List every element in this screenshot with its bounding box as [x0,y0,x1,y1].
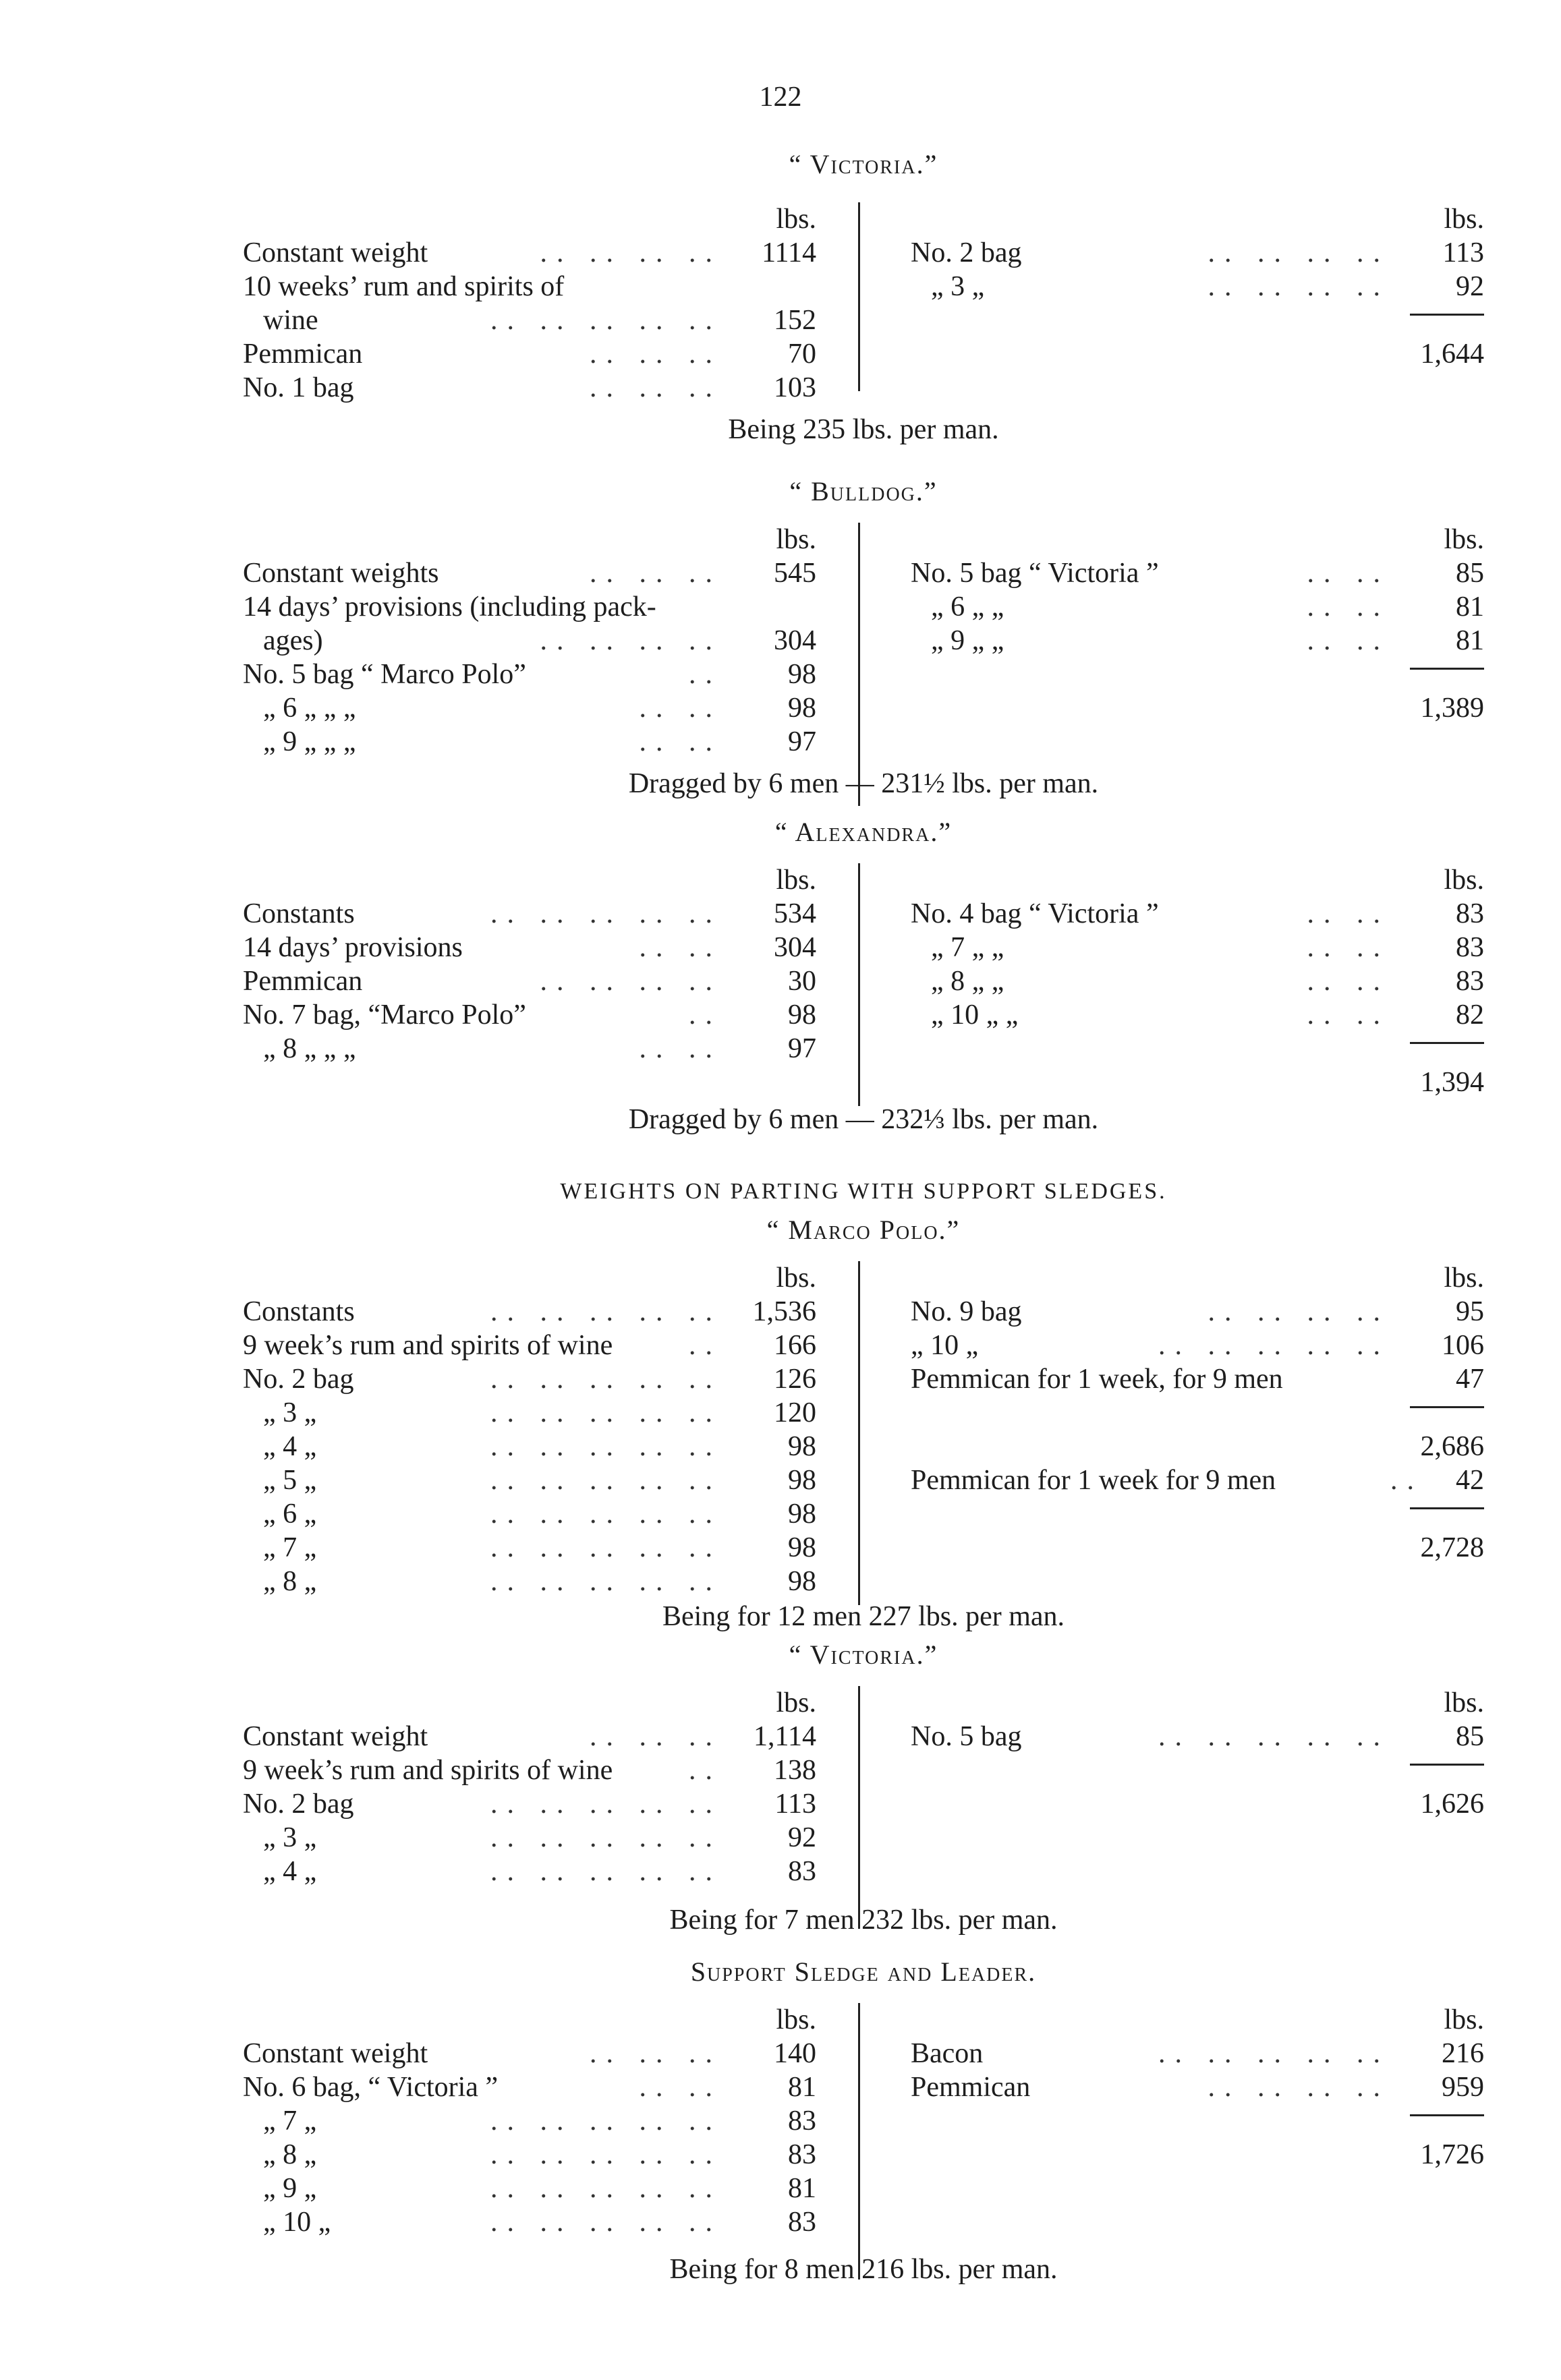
item-weight: 97 [788,726,816,757]
table-row [243,1295,816,1329]
table-row [243,556,816,590]
item-weight: 92 [1456,271,1484,302]
table-row [911,931,1484,964]
item-weight: 42 [1456,1465,1484,1496]
table-row [911,1329,1484,1362]
leader-dots: .. .. .. .. .. [490,1532,722,1563]
item-weight: 98 [788,999,816,1031]
table-row [911,1463,1484,1497]
table-row [243,1430,816,1463]
table-row [911,270,1484,303]
leader-dots: .. .. [1307,966,1390,997]
leader-dots: .. .. .. .. .. [490,1789,722,1820]
item-label: 9 week’s rum and spirits of wine [243,1330,613,1361]
column-divider [858,2003,860,2280]
table-row [243,1497,816,1531]
unit-label: lbs. [1444,2004,1484,2035]
table-row [911,2070,1484,2104]
table-row [243,691,816,725]
item-label: Pemmican for 1 week, for 9 men [911,1364,1283,1395]
item-weight: 1,389 [1420,693,1484,724]
leader-dots: .. .. [639,1033,722,1064]
table-row [911,556,1484,590]
item-label: „ 7 „ „ [931,932,1004,963]
table-row [243,371,816,405]
item-weight: 2,686 [1420,1431,1484,1462]
sum-rule [1410,1406,1484,1408]
item-label: „ 8 „ [263,1566,317,1597]
unit-label: lbs. [776,204,816,235]
leader-dots: .. .. .. .. [540,237,722,268]
item-weight: 1,626 [1420,1789,1484,1820]
table-row [243,270,816,303]
total-row [911,1430,1484,1463]
leader-dots: .. .. .. .. .. [490,1566,722,1597]
leader-dots: .. .. [1307,898,1390,929]
table-row [243,2172,816,2205]
leader-dots: .. .. .. .. [540,966,722,997]
table-row [243,1396,816,1430]
item-label: „ 4 „ [263,1856,317,1887]
item-weight: 85 [1456,558,1484,589]
table-row [243,590,816,624]
item-label: Pemmican [243,339,363,370]
item-weight: 304 [774,932,816,963]
table-title: “ Marco Polo.” [766,1215,961,1245]
table-row [911,2037,1484,2070]
leader-dots: .. .. .. .. .. [490,898,722,929]
item-label: No. 2 bag [911,237,1022,268]
per-man-caption: Being for 12 men 227 lbs. per man. [662,1601,1065,1632]
table-row [243,2070,816,2104]
item-label: „ 8 „ „ [931,966,1004,997]
leader-dots: .. .. .. .. [540,625,722,656]
table-row [243,897,816,931]
item-weight: 1114 [762,237,816,268]
table-row [243,1329,816,1362]
table-row [243,303,816,337]
item-label: Constant weights [243,558,439,589]
table-title: “ Alexandra.” [774,817,953,847]
table-row [243,236,816,270]
leader-dots: .. .. .. .. .. [490,1364,722,1395]
leader-dots: .. .. .. .. [1208,1296,1390,1327]
item-label: Pemmican for 1 week for 9 men [911,1465,1276,1496]
item-weight: 113 [774,1789,816,1820]
table-row [243,2037,816,2070]
item-weight: 959 [1442,2072,1484,2103]
total-row [911,1531,1484,1565]
item-label: No. 7 bag, “Marco Polo” [243,999,526,1031]
leader-dots: .. .. [1307,625,1390,656]
item-label: „ 6 „ „ „ [263,693,356,724]
leader-dots: .. .. .. .. [1208,2072,1390,2103]
table-title: Support Sledge and Leader. [690,1956,1037,1987]
table-row [911,1362,1484,1396]
table-row [243,964,816,998]
item-label: No. 5 bag [911,1721,1022,1752]
item-label: „ 3 „ [931,271,985,302]
leader-dots: .. .. [1307,932,1390,963]
table-row [243,2104,816,2138]
table-row [911,998,1484,1032]
item-weight: 92 [788,1822,816,1853]
item-weight: 1,536 [752,1296,816,1327]
item-weight: 82 [1456,999,1484,1031]
item-weight: 95 [1456,1296,1484,1327]
leader-dots: .. .. .. .. .. [490,1397,722,1428]
leader-dots: .. .. [639,693,722,724]
column-divider [858,202,860,391]
item-weight: 1,114 [754,1721,816,1752]
leader-dots: .. .. .. .. .. [1158,2038,1390,2069]
item-weight: 83 [788,2106,816,2137]
item-weight: 138 [774,1755,816,1786]
item-weight: 30 [788,966,816,997]
leader-dots: .. [689,1755,722,1786]
item-weight: 103 [774,372,816,403]
sum-rule [1410,668,1484,670]
item-label: Constant weight [243,1721,428,1752]
unit-label: lbs. [1444,865,1484,896]
leader-dots: .. .. .. .. .. [490,1296,722,1327]
table-row [243,624,816,658]
unit-label: lbs. [776,865,816,896]
leader-dots: .. [689,659,722,690]
per-man-caption: Being 235 lbs. per man. [728,414,999,445]
item-weight: 106 [1442,1330,1484,1361]
item-label: No. 2 bag [243,1364,354,1395]
item-weight: 98 [788,1532,816,1563]
item-weight: 98 [788,1566,816,1597]
table-row [243,1821,816,1855]
item-weight: 120 [774,1397,816,1428]
item-label: ages) [263,625,323,656]
leader-dots: .. .. .. .. .. [490,1431,722,1462]
item-label: „ 9 „ „ „ [263,726,356,757]
item-weight: 81 [788,2173,816,2204]
item-weight: 83 [1456,898,1484,929]
item-label: „ 3 „ [263,1822,317,1853]
item-weight: 83 [1456,932,1484,963]
item-label: 9 week’s rum and spirits of wine [243,1755,613,1786]
table-row [911,624,1484,658]
item-label: Constants [243,1296,355,1327]
per-man-caption: Being for 7 men 232 lbs. per man. [669,1905,1058,1936]
table-row [911,1720,1484,1753]
total-row [911,1066,1484,1099]
unit-label: lbs. [1444,524,1484,555]
leader-dots: .. .. .. .. .. [490,2207,722,2238]
total-row [911,337,1484,371]
total-row [911,691,1484,725]
per-man-caption: Dragged by 6 men — 232⅓ lbs. per man. [628,1104,1099,1135]
table-row [243,1753,816,1787]
item-label: Constants [243,898,355,929]
unit-label: lbs. [1444,1687,1484,1718]
item-weight: 81 [788,2072,816,2103]
item-label: 14 days’ provisions (including pack- [243,591,656,622]
sum-rule [1410,1507,1484,1509]
item-weight: 304 [774,625,816,656]
unit-label: lbs. [776,2004,816,2035]
table-row [243,1787,816,1821]
item-label: „ 7 „ [263,1532,317,1563]
table-row [911,1295,1484,1329]
leader-dots: .. .. .. .. .. [490,2173,722,2204]
item-weight: 166 [774,1330,816,1361]
column-divider [858,523,860,806]
leader-dots: .. .. .. [590,339,722,370]
item-label: „ 3 „ [263,1397,317,1428]
item-weight: 70 [788,339,816,370]
leader-dots: .. .. [1307,999,1390,1031]
item-label: „ 10 „ [263,2207,331,2238]
table-row [243,658,816,691]
item-label: Pemmican [243,966,363,997]
item-weight: 85 [1456,1721,1484,1752]
table-row [243,1463,816,1497]
item-weight: 2,728 [1420,1532,1484,1563]
table-title: “ Victoria.” [789,1639,938,1670]
leader-dots: .. .. .. .. .. [490,1856,722,1887]
item-label: No. 6 bag, “ Victoria ” [243,2072,499,2103]
column-divider [858,863,860,1106]
item-weight: 98 [788,1465,816,1496]
table-row [243,1855,816,1888]
leader-dots: .. .. .. [590,1721,722,1752]
table-title: “ Victoria.” [789,149,938,179]
item-label: 14 days’ provisions [243,932,463,963]
item-weight: 98 [788,1431,816,1462]
item-weight: 47 [1456,1364,1484,1395]
item-weight: 126 [774,1364,816,1395]
leader-dots: .. .. [639,726,722,757]
leader-dots: .. .. .. .. [1208,237,1390,268]
item-label: „ 8 „ [263,2139,317,2170]
leader-dots: .. .. .. .. .. [490,2139,722,2170]
item-label: No. 5 bag “ Marco Polo” [243,659,526,690]
item-label: Pemmican [911,2072,1031,2103]
leader-dots: .. .. .. .. .. [490,2106,722,2137]
item-weight: 534 [774,898,816,929]
leader-dots: .. .. [1307,558,1390,589]
item-weight: 97 [788,1033,816,1064]
item-label: „ 6 „ „ [931,591,1004,622]
leader-dots: .. .. .. .. .. [490,1822,722,1853]
sum-rule [1410,1764,1484,1766]
table-row [243,998,816,1032]
item-label: Constant weight [243,2038,428,2069]
per-man-caption: Being for 8 men 216 lbs. per man. [669,2254,1058,2285]
unit-label: lbs. [776,524,816,555]
leader-dots: .. .. [1307,591,1390,622]
leader-dots: .. .. [639,2072,722,2103]
item-label: wine [263,305,318,336]
item-label: No. 1 bag [243,372,354,403]
item-label: „ 9 „ [263,2173,317,2204]
unit-label: lbs. [776,1262,816,1294]
table-row [911,236,1484,270]
leader-dots: .. .. .. [590,558,722,589]
table-row [243,2138,816,2172]
item-label: „ 6 „ [263,1499,317,1530]
total-row [911,2138,1484,2172]
sum-rule [1410,1042,1484,1044]
item-weight: 83 [788,1856,816,1887]
item-weight: 98 [788,659,816,690]
leader-dots: .. .. .. .. .. [490,1499,722,1530]
page-number: 122 [759,82,802,113]
table-row [243,725,816,759]
table-row [243,931,816,964]
item-label: Constant weight [243,237,428,268]
unit-label: lbs. [776,1687,816,1718]
item-label: „ 9 „ „ [931,625,1004,656]
item-weight: 545 [774,558,816,589]
item-label: „ 5 „ [263,1465,317,1496]
leader-dots: .. [689,999,722,1031]
leader-dots: .. .. .. [590,2038,722,2069]
item-weight: 98 [788,693,816,724]
item-weight: 83 [788,2207,816,2238]
item-label: „ 8 „ „ „ [263,1033,356,1064]
item-label: Bacon [911,2038,984,2069]
column-divider [858,1686,860,1929]
leader-dots: .. .. .. .. .. [1158,1330,1390,1361]
item-weight: 1,726 [1420,2139,1484,2170]
leader-dots: .. [689,1330,722,1361]
item-label: „ 7 „ [263,2106,317,2137]
table-row [243,1032,816,1066]
leader-dots: .. .. .. .. .. [490,1465,722,1496]
leader-dots: .. [1390,1465,1423,1496]
sum-rule [1410,2114,1484,2116]
unit-label: lbs. [1444,1262,1484,1294]
leader-dots: .. .. .. .. [1208,271,1390,302]
table-row [243,1362,816,1396]
section-heading: WEIGHTS ON PARTING WITH SUPPORT SLEDGES. [560,1179,1167,1204]
item-weight: 98 [788,1499,816,1530]
item-weight: 83 [788,2139,816,2170]
item-label: 10 weeks’ rum and spirits of [243,271,565,302]
item-label: No. 5 bag “ Victoria ” [911,558,1159,589]
item-label: No. 4 bag “ Victoria ” [911,898,1159,929]
leader-dots: .. .. .. .. .. [1158,1721,1390,1752]
table-row [243,1531,816,1565]
table-row [911,897,1484,931]
table-row [911,964,1484,998]
item-weight: 1,644 [1420,339,1484,370]
column-divider [858,1261,860,1605]
table-row [243,337,816,371]
table-row [243,1565,816,1598]
item-label: „ 10 „ [911,1330,979,1361]
per-man-caption: Dragged by 6 men — 231½ lbs. per man. [628,768,1099,799]
leader-dots: .. .. .. .. .. [490,305,722,336]
item-weight: 81 [1456,625,1484,656]
item-weight: 140 [774,2038,816,2069]
item-weight: 1,394 [1420,1067,1484,1098]
item-label: „ 4 „ [263,1431,317,1462]
unit-label: lbs. [1444,204,1484,235]
item-weight: 113 [1442,237,1484,268]
item-weight: 216 [1442,2038,1484,2069]
sum-rule [1410,314,1484,316]
item-label: „ 10 „ „ [931,999,1019,1031]
total-row [911,1787,1484,1821]
leader-dots: .. .. [639,932,722,963]
item-label: No. 2 bag [243,1789,354,1820]
table-title: “ Bulldog.” [789,476,938,506]
table-row [911,590,1484,624]
item-weight: 81 [1456,591,1484,622]
table-row [243,2205,816,2239]
table-row [243,1720,816,1753]
item-weight: 83 [1456,966,1484,997]
item-label: No. 9 bag [911,1296,1022,1327]
leader-dots: .. .. .. [590,372,722,403]
item-weight: 152 [774,305,816,336]
